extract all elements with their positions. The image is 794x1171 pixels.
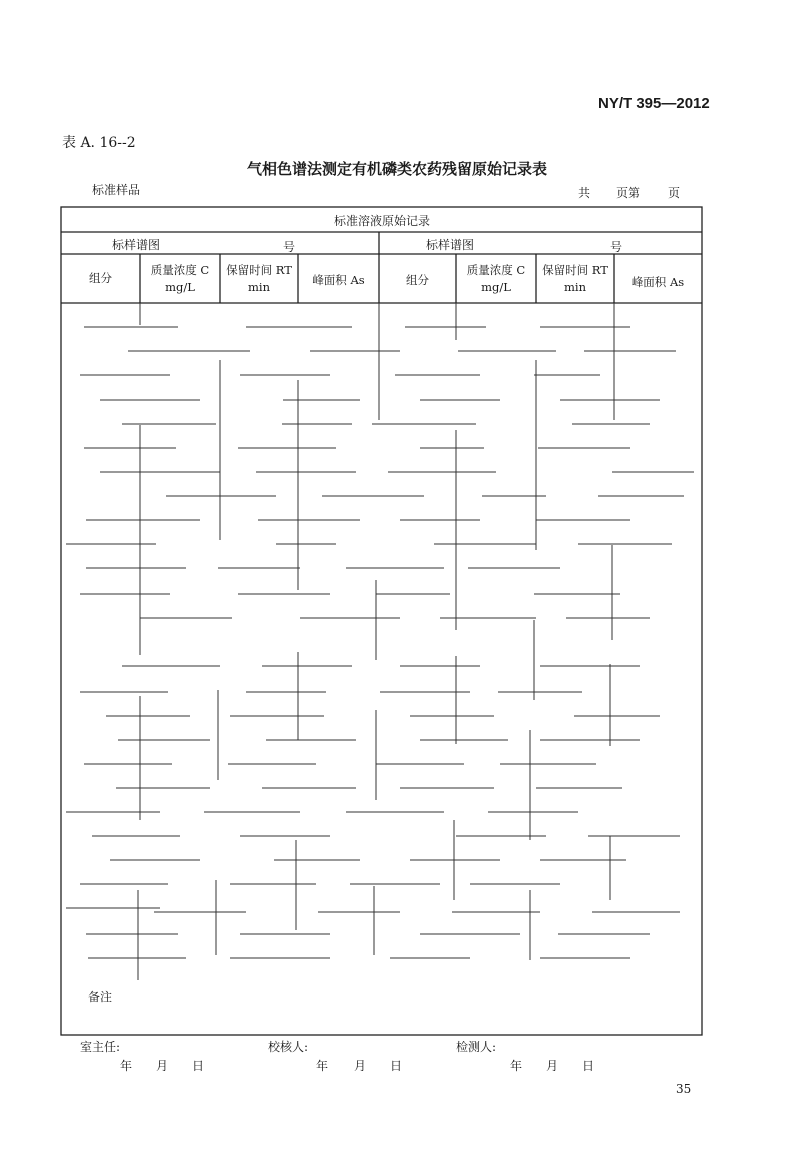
page-number: 35: [676, 1082, 692, 1096]
tester-year: 年: [510, 1059, 523, 1073]
tester-day: 日: [582, 1059, 595, 1073]
director-label: 室主任:: [80, 1040, 121, 1054]
left-col-retention: [220, 262, 298, 296]
left-col-concentration-label: 质量浓度 C: [150, 263, 210, 277]
director-month: 月: [156, 1059, 169, 1073]
body-grid-remnants: [66, 303, 694, 980]
standard-sample-label: 标准样品: [92, 183, 141, 197]
left-col-retention-unit: min: [248, 280, 270, 294]
right-col-retention-unit: min: [564, 280, 586, 294]
checker-month: 月: [354, 1059, 367, 1073]
table-frame: [61, 207, 702, 1035]
left-col-peak-area: 峰面积 As: [312, 273, 365, 287]
remarks-label: 备注: [88, 990, 113, 1004]
right-col-concentration-label: 质量浓度 C: [466, 263, 526, 277]
left-col-concentration: [140, 262, 220, 296]
checker-day: 日: [390, 1059, 403, 1073]
director-day: 日: [192, 1059, 205, 1073]
left-chromatogram-label: 标样谱图: [112, 238, 161, 252]
right-col-peak-area: 峰面积 As: [631, 275, 685, 289]
right-col-component: 组分: [406, 273, 429, 287]
table-number: 表 A. 16--2: [62, 135, 136, 151]
right-chromatogram-label: 标样谱图: [426, 238, 475, 252]
page-label: 页: [668, 186, 681, 200]
director-year: 年: [120, 1059, 133, 1073]
checker-label: 校核人:: [268, 1040, 309, 1054]
left-col-concentration-unit: mg/L: [165, 280, 195, 294]
right-col-concentration-unit: mg/L: [481, 280, 511, 294]
page-of-label: 页第: [616, 186, 641, 200]
right-col-concentration: [456, 262, 536, 296]
form-title: 气相色谱法测定有机磷类农药残留原始记录表: [246, 160, 547, 178]
left-number-label: 号: [283, 240, 296, 254]
tester-month: 月: [546, 1059, 559, 1073]
tester-label: 检测人:: [456, 1040, 497, 1054]
checker-year: 年: [316, 1059, 329, 1073]
left-col-retention-label: 保留时间 RT: [226, 263, 292, 277]
right-number-label: 号: [610, 240, 623, 254]
section-title: 标准溶液原始记录: [334, 214, 431, 228]
standard-code: NY/T 395—2012: [598, 95, 710, 112]
right-col-retention: [536, 262, 614, 296]
right-col-retention-label: 保留时间 RT: [542, 263, 608, 277]
left-col-component: 组分: [89, 271, 112, 285]
pages-total-label: 共: [578, 186, 591, 200]
